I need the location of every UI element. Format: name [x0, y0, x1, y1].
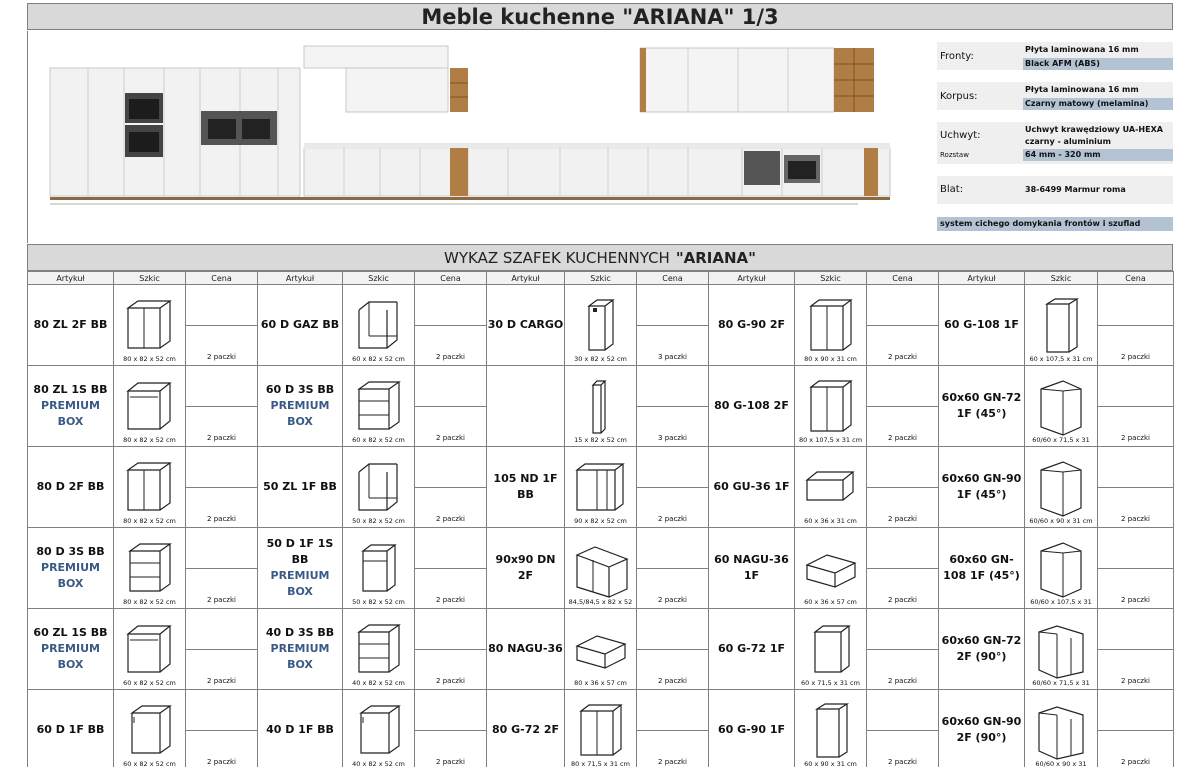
cell-artykul [939, 366, 1025, 447]
price-divider [867, 730, 938, 731]
cell-szkic [795, 528, 867, 609]
cabinet-sketch-icon [565, 539, 636, 601]
cell-artykul [258, 285, 343, 366]
spec-value-uchwyt-type: Uchwyt krawędziowy UA-HEXA [1025, 125, 1163, 134]
price-divider [415, 325, 486, 326]
cell-szkic [795, 285, 867, 366]
spec-value-uchwyt-color: czarny - aluminium [1025, 137, 1111, 146]
catalog-body [28, 285, 1174, 767]
cell-cena [186, 285, 258, 366]
spec-value-fronty-material: Płyta laminowana 16 mm [1025, 45, 1139, 54]
table-row [28, 609, 1174, 690]
cell-szkic [565, 285, 637, 366]
package-count: 2 paczki [207, 515, 236, 523]
price-divider [186, 406, 257, 407]
cell-cena [637, 528, 709, 609]
cell-cena [1098, 285, 1174, 366]
cell-artykul [939, 285, 1025, 366]
col-header-szkic: Szkic [1025, 272, 1098, 285]
package-count: 3 paczki [658, 353, 687, 361]
article-name: 60x60 GN-108 1F (45°) [943, 553, 1020, 582]
price-divider [637, 487, 708, 488]
article-name: 60x60 GN-72 1F (45°) [941, 391, 1022, 420]
cabinet-dimensions: 80 x 36 x 57 cm [574, 679, 627, 687]
cabinet-dimensions: 40 x 82 x 52 cm [352, 760, 405, 767]
cell-artykul [709, 690, 795, 767]
cabinet-dimensions: 60 x 82 x 52 cm [352, 436, 405, 444]
package-count: 2 paczki [888, 596, 917, 604]
cell-szkic [565, 366, 637, 447]
spec-label-korpus: Korpus: [940, 91, 978, 102]
col-header-szkic: Szkic [114, 272, 186, 285]
cell-artykul [709, 528, 795, 609]
cell-szkic [343, 366, 415, 447]
package-count: 2 paczki [436, 353, 465, 361]
cell-cena [1098, 690, 1174, 767]
cell-artykul [487, 609, 565, 690]
cell-artykul [28, 366, 114, 447]
table-row [28, 528, 1174, 609]
package-count: 2 paczki [888, 677, 917, 685]
cabinet-dimensions: 80 x 71,5 x 31 cm [571, 760, 630, 767]
cabinet-sketch-icon [114, 620, 185, 682]
article-name: 60 D GAZ BB [260, 318, 340, 331]
spec-label-fronty: Fronty: [940, 51, 974, 62]
package-count: 2 paczki [207, 596, 236, 604]
price-divider [637, 325, 708, 326]
cell-cena [186, 447, 258, 528]
cell-szkic [795, 690, 867, 767]
cabinet-sketch-icon [343, 539, 414, 601]
cell-szkic [114, 366, 186, 447]
cell-artykul [28, 528, 114, 609]
cell-cena [186, 528, 258, 609]
cabinet-sketch-icon [1025, 377, 1097, 439]
price-divider [415, 649, 486, 650]
article-name: 80 G-108 2F [714, 399, 789, 412]
article-name: 80 ZL 1S BB [33, 383, 108, 396]
article-name: 60x60 GN-90 2F (90°) [941, 715, 1022, 744]
cell-artykul [258, 690, 343, 767]
package-count: 2 paczki [207, 758, 236, 766]
article-name: 80 G-72 2F [491, 723, 560, 736]
cell-szkic [114, 690, 186, 767]
cabinet-sketch-icon [343, 296, 414, 358]
cell-cena [415, 285, 487, 366]
cell-artykul [709, 447, 795, 528]
cabinet-dimensions: 60 x 36 x 57 cm [804, 598, 857, 606]
price-divider [867, 325, 938, 326]
cabinet-dimensions: 60 x 82 x 52 cm [123, 760, 176, 767]
cabinet-sketch-icon [565, 377, 636, 439]
package-count: 2 paczki [658, 596, 687, 604]
price-divider [1098, 649, 1173, 650]
spec-value-korpus-material: Płyta laminowana 16 mm [1025, 85, 1139, 94]
cell-artykul [28, 609, 114, 690]
cell-cena [1098, 609, 1174, 690]
cell-szkic [114, 609, 186, 690]
article-name: 60 D 3S BB [265, 383, 335, 396]
cell-artykul [258, 447, 343, 528]
col-header-cena: Cena [867, 272, 939, 285]
cell-szkic [1025, 528, 1098, 609]
cabinet-dimensions: 60/60 x 90 x 31 [1035, 760, 1087, 767]
article-name: 80 NAGU-36 [488, 642, 563, 655]
cabinet-sketch-icon [565, 701, 636, 763]
price-divider [1098, 325, 1173, 326]
cabinet-dimensions: 90 x 82 x 52 cm [574, 517, 627, 525]
cabinet-dimensions: 60/60 x 71,5 x 31 [1032, 679, 1090, 687]
price-divider [186, 730, 257, 731]
package-count: 2 paczki [436, 434, 465, 442]
kitchen-render-illustration [28, 31, 933, 243]
cabinet-sketch-icon [565, 620, 636, 682]
price-divider [867, 649, 938, 650]
spec-row-blat [937, 176, 1173, 204]
cabinet-dimensions: 80 x 107,5 x 31 cm [798, 436, 863, 444]
cell-szkic [565, 528, 637, 609]
col-header-szkic: Szkic [795, 272, 867, 285]
article-name: 50 ZL 1F BB [263, 480, 337, 493]
package-count: 2 paczki [207, 434, 236, 442]
cabinet-sketch-icon [565, 296, 636, 358]
cell-cena [1098, 528, 1174, 609]
spec-value-fronty-finish: Black AFM (ABS) [1023, 58, 1173, 70]
article-name: 80 G-90 2F [717, 318, 786, 331]
article-name: 80 ZL 2F BB [33, 318, 108, 331]
col-header-cena: Cena [637, 272, 709, 285]
cell-cena [637, 447, 709, 528]
price-divider [1098, 568, 1173, 569]
cell-artykul [487, 285, 565, 366]
premium-box-label: PREMIUM BOX [270, 399, 330, 428]
article-name: 30 D CARGO [487, 318, 564, 331]
cabinet-dimensions: 80 x 82 x 52 cm [123, 436, 176, 444]
cabinet-sketch-icon [343, 458, 414, 520]
spec-row-fronty [937, 42, 1173, 70]
cell-szkic [565, 609, 637, 690]
cabinet-dimensions: 50 x 82 x 52 cm [352, 517, 405, 525]
catalog-title-prefix: WYKAZ SZAFEK KUCHENNYCH [444, 248, 670, 267]
cell-cena [867, 690, 939, 767]
cell-cena [415, 528, 487, 609]
cabinet-dimensions: 15 x 82 x 52 cm [574, 436, 627, 444]
article-name: 50 D 1F 1S BB [266, 537, 334, 566]
package-count: 2 paczki [658, 515, 687, 523]
cell-artykul [258, 366, 343, 447]
cabinet-sketch-icon [1025, 701, 1097, 763]
cabinet-sketch-icon [1025, 296, 1097, 358]
cabinet-sketch-icon [795, 620, 866, 682]
cell-szkic [343, 447, 415, 528]
price-divider [186, 649, 257, 650]
cell-artykul [487, 690, 565, 767]
cabinet-dimensions: 80 x 90 x 31 cm [804, 355, 857, 363]
cell-artykul [487, 528, 565, 609]
cell-szkic [1025, 690, 1098, 767]
article-name: 60 G-108 1F [944, 318, 1019, 331]
cabinet-sketch-icon [114, 539, 185, 601]
cabinet-dimensions: 60 x 82 x 52 cm [123, 679, 176, 687]
cell-cena [186, 366, 258, 447]
cabinet-dimensions: 60 x 90 x 31 cm [804, 760, 857, 767]
cell-artykul [28, 285, 114, 366]
cell-cena [867, 366, 939, 447]
cell-cena [186, 690, 258, 767]
cell-szkic [1025, 366, 1098, 447]
cell-szkic [565, 690, 637, 767]
cell-artykul [939, 690, 1025, 767]
price-divider [1098, 487, 1173, 488]
article-name: 80 D 2F BB [36, 480, 105, 493]
cell-cena [637, 366, 709, 447]
cabinet-sketch-icon [114, 377, 185, 439]
cabinet-dimensions: 80 x 82 x 52 cm [123, 355, 176, 363]
package-count: 2 paczki [207, 677, 236, 685]
article-name: 60 ZL 1S BB [33, 626, 108, 639]
cell-cena [867, 447, 939, 528]
cabinet-sketch-icon [565, 458, 636, 520]
cell-cena [186, 609, 258, 690]
premium-box-label: PREMIUM BOX [41, 399, 100, 428]
article-name: 60 G-72 1F [717, 642, 786, 655]
package-count: 2 paczki [1121, 353, 1150, 361]
cabinet-sketch-icon [795, 377, 866, 439]
cell-cena [867, 609, 939, 690]
cell-szkic [565, 447, 637, 528]
table-row [28, 366, 1174, 447]
cell-cena [637, 609, 709, 690]
catalog-title-name: "ARIANA" [675, 248, 756, 267]
col-header-cena: Cena [415, 272, 487, 285]
premium-box-label: PREMIUM BOX [41, 642, 100, 671]
cabinet-sketch-icon [343, 701, 414, 763]
package-count: 2 paczki [1121, 677, 1150, 685]
col-header-artykul: Artykuł [258, 272, 343, 285]
package-count: 2 paczki [888, 758, 917, 766]
cabinet-dimensions: 60 x 107,5 x 31 cm [1029, 355, 1093, 363]
spec-value-rozstaw: 64 mm - 320 mm [1023, 149, 1173, 161]
table-row [28, 447, 1174, 528]
package-count: 2 paczki [1121, 434, 1150, 442]
cabinet-dimensions: 50 x 82 x 52 cm [352, 598, 405, 606]
price-divider [186, 568, 257, 569]
cell-szkic [114, 285, 186, 366]
cell-cena [1098, 447, 1174, 528]
price-divider [186, 487, 257, 488]
col-header-artykul: Artykuł [709, 272, 795, 285]
package-count: 2 paczki [436, 758, 465, 766]
cell-cena [415, 690, 487, 767]
cell-cena [867, 285, 939, 366]
price-divider [415, 730, 486, 731]
cell-szkic [1025, 285, 1098, 366]
price-divider [1098, 406, 1173, 407]
article-name: 60x60 GN-90 1F (45°) [941, 472, 1022, 501]
price-divider [637, 568, 708, 569]
article-name: 105 ND 1F BB [493, 472, 558, 501]
price-divider [1098, 730, 1173, 731]
cell-cena [637, 690, 709, 767]
package-count: 2 paczki [1121, 758, 1150, 766]
price-divider [637, 406, 708, 407]
cabinet-sketch-icon [1025, 458, 1097, 520]
col-header-artykul: Artykuł [939, 272, 1025, 285]
cabinet-dimensions: 84,5/84,5 x 82 x 52 [568, 598, 633, 606]
cell-artykul [487, 447, 565, 528]
cell-artykul [939, 447, 1025, 528]
cabinet-sketch-icon [343, 377, 414, 439]
cabinet-sketch-icon [795, 458, 866, 520]
package-count: 3 paczki [658, 434, 687, 442]
spec-value-blat: 38-6499 Marmur roma [1025, 185, 1126, 194]
price-divider [415, 487, 486, 488]
article-name: 40 D 1F BB [266, 723, 334, 736]
spec-label-blat: Blat: [940, 184, 964, 195]
package-count: 2 paczki [207, 353, 236, 361]
article-name: 60 D 1F BB [36, 723, 105, 736]
cell-szkic [114, 447, 186, 528]
cell-szkic [114, 528, 186, 609]
cabinet-sketch-icon [343, 620, 414, 682]
package-count: 2 paczki [436, 596, 465, 604]
article-name: 80 D 3S BB [36, 545, 105, 558]
cabinet-dimensions: 60 x 36 x 31 cm [804, 517, 857, 525]
cabinet-sketch-icon [1025, 539, 1097, 601]
package-count: 2 paczki [888, 515, 917, 523]
package-count: 2 paczki [1121, 515, 1150, 523]
spec-panel [937, 40, 1173, 233]
cell-artykul [28, 690, 114, 767]
cabinet-sketch-icon [795, 296, 866, 358]
package-count: 2 paczki [888, 353, 917, 361]
cabinet-sketch-icon [1025, 620, 1097, 682]
cell-artykul [28, 447, 114, 528]
col-header-artykul: Artykuł [487, 272, 565, 285]
spec-row-uchwyt [937, 122, 1173, 164]
catalog-table [27, 271, 1174, 767]
spec-footer-soft-close: system cichego domykania frontów i szuflad [937, 217, 1173, 231]
premium-box-label: PREMIUM BOX [270, 642, 330, 671]
cabinet-dimensions: 60/60 x 90 x 31 cm [1029, 517, 1093, 525]
cabinet-dimensions: 60 x 71,5 x 31 cm [801, 679, 860, 687]
page-title: Meble kuchenne "ARIANA" 1/3 [27, 3, 1173, 30]
price-divider [415, 568, 486, 569]
price-divider [415, 406, 486, 407]
cabinet-sketch-icon [795, 701, 866, 763]
package-count: 2 paczki [436, 515, 465, 523]
cell-szkic [1025, 609, 1098, 690]
article-name: 60 GU-36 1F [713, 480, 790, 493]
spec-label-uchwyt: Uchwyt: [940, 130, 981, 141]
package-count: 2 paczki [436, 677, 465, 685]
col-header-szkic: Szkic [565, 272, 637, 285]
cell-szkic [1025, 447, 1098, 528]
cell-artykul [258, 528, 343, 609]
cell-artykul [939, 609, 1025, 690]
price-divider [867, 568, 938, 569]
table-row [28, 285, 1174, 366]
package-count: 2 paczki [888, 434, 917, 442]
cell-artykul [709, 285, 795, 366]
package-count: 2 paczki [658, 677, 687, 685]
cabinet-dimensions: 40 x 82 x 52 cm [352, 679, 405, 687]
premium-box-label: PREMIUM BOX [41, 561, 100, 590]
price-divider [867, 487, 938, 488]
article-name: 40 D 3S BB [265, 626, 335, 639]
price-divider [867, 406, 938, 407]
spec-row-korpus [937, 82, 1173, 110]
cabinet-dimensions: 80 x 82 x 52 cm [123, 598, 176, 606]
cabinet-sketch-icon [114, 701, 185, 763]
cell-cena [415, 447, 487, 528]
article-name: 90x90 DN 2F [495, 553, 556, 582]
cell-artykul [487, 366, 565, 447]
catalog-title [27, 244, 1173, 271]
cabinet-sketch-icon [114, 296, 185, 358]
spec-value-korpus-finish: Czarny matowy (melamina) [1023, 98, 1173, 110]
price-divider [637, 730, 708, 731]
cell-szkic [795, 366, 867, 447]
col-header-cena: Cena [1098, 272, 1174, 285]
article-name: 60 NAGU-36 1F [714, 553, 789, 582]
price-divider [186, 325, 257, 326]
table-row [28, 690, 1174, 767]
cabinet-sketch-icon [114, 458, 185, 520]
col-header-cena: Cena [186, 272, 258, 285]
cell-artykul [709, 609, 795, 690]
cabinet-dimensions: 30 x 82 x 52 cm [574, 355, 627, 363]
cell-szkic [343, 285, 415, 366]
cabinet-dimensions: 60/60 x 71,5 x 31 [1032, 436, 1090, 444]
cell-cena [415, 366, 487, 447]
cell-artykul [709, 366, 795, 447]
cabinet-sketch-icon [795, 539, 866, 601]
col-header-szkic: Szkic [343, 272, 415, 285]
premium-box-label: PREMIUM BOX [270, 569, 330, 598]
package-count: 2 paczki [1121, 596, 1150, 604]
cell-szkic [795, 609, 867, 690]
spec-label-rozstaw: Rozstaw [940, 151, 969, 159]
cell-cena [867, 528, 939, 609]
cell-artykul [258, 609, 343, 690]
package-count: 2 paczki [658, 758, 687, 766]
cell-cena [415, 609, 487, 690]
kitchen-render [27, 31, 932, 243]
cell-szkic [343, 528, 415, 609]
cell-cena [637, 285, 709, 366]
col-header-artykul: Artykuł [28, 272, 114, 285]
price-divider [637, 649, 708, 650]
cell-szkic [795, 447, 867, 528]
catalog-header-row [28, 272, 1174, 285]
cabinet-dimensions: 60/60 x 107,5 x 31 [1030, 598, 1092, 606]
article-name: 60 G-90 1F [717, 723, 786, 736]
cell-szkic [343, 690, 415, 767]
cabinet-dimensions: 60 x 82 x 52 cm [352, 355, 405, 363]
cell-artykul [939, 528, 1025, 609]
cell-szkic [343, 609, 415, 690]
cell-cena [1098, 366, 1174, 447]
cabinet-dimensions: 80 x 82 x 52 cm [123, 517, 176, 525]
article-name: 60x60 GN-72 2F (90°) [941, 634, 1022, 663]
